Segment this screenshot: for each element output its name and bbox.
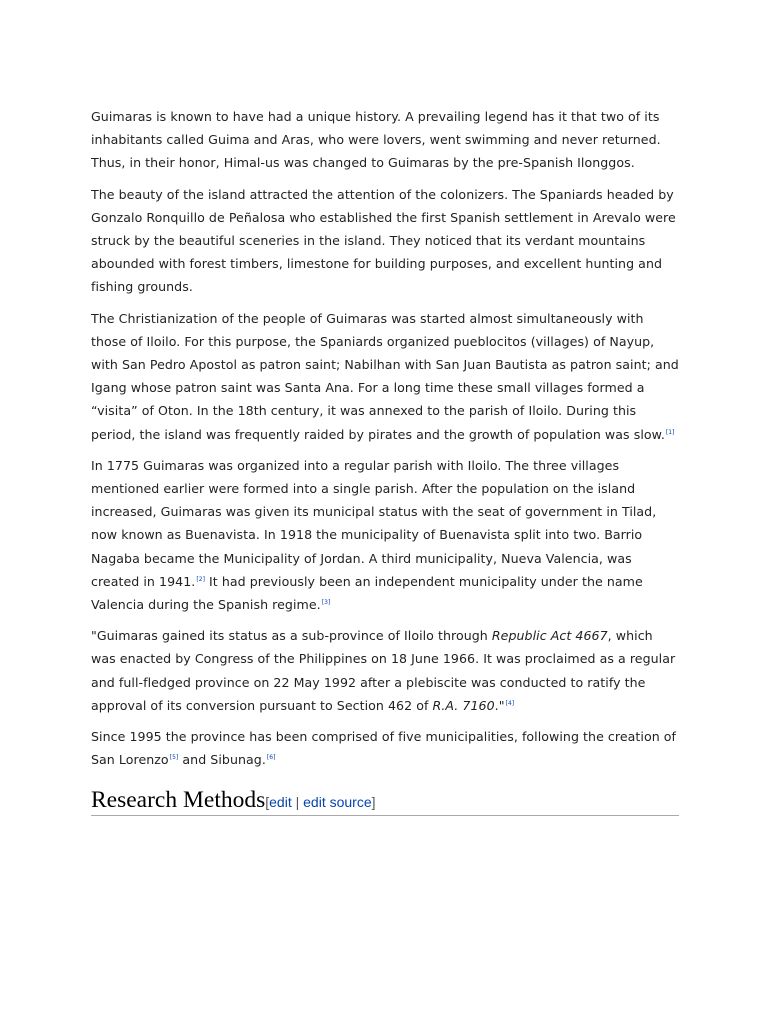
reference-link-5[interactable]: [5] — [169, 754, 179, 762]
reference-link-2[interactable]: [2] — [196, 575, 205, 583]
paragraph-sub-province — [91, 624, 681, 717]
reference-link-1[interactable]: [1] — [665, 428, 675, 436]
paragraph-text: Since 1995 the province has been comprised of five municipalities, following the creation of San Lorenzo — [91, 729, 677, 768]
paragraph-text: The Christianization of the people of Guimaras was started almost simultaneously with those of Iloilo. For this purpose, the Spaniards organized pueblocitos (villages) of Nayup, with San Pedro Apostol as patron saint; Nabilhan with San Juan Bautista as patron saint; and Igang whose patron saint was Santa Ana. For a long time these small villages formed a “visita” of Oton. In the 18th century, it was annexed to the parish of Iloilo. During this period, the island was frequently raided by pirates and the growth of population was slow. — [91, 310, 679, 442]
edit-separator: | — [291, 794, 304, 811]
paragraph-municipalities — [91, 725, 681, 771]
paragraph-christianization — [91, 307, 681, 446]
paragraph-parish — [91, 454, 681, 616]
paragraph-text: The beauty of the island attracted the attention of the colonizers. The Spaniards headed by Gonzalo Ronquillo de Peñalosa who established the first Spanish settlement in Arevalo were struck by the beautiful sceneries in the island. They noticed that its verdant mountains abounded with forest timbers, limestone for building purposes, and excellent hunting and fishing grounds. — [91, 186, 676, 295]
paragraph-colonizers — [91, 183, 681, 299]
republic-act-citation: Republic Act 4667 — [491, 628, 608, 644]
paragraph-text: Guimaras is known to have had a unique history. A prevailing legend has it that two of its inhabitants called Guima and Aras, who were lovers, went swimming and never returned. Thus, in their honor, Himal-us was changed to Guimaras by the pre-Spanish Ilonggos. — [91, 109, 661, 171]
paragraph-history-legend — [91, 105, 681, 175]
paragraph-text: In 1775 Guimaras was organized into a regular parish with Iloilo. The three villages mentioned earlier were formed into a single parish. After the population on the island increased, Guimaras was given its municipal status with the seat of government in Tilad, now known as Buenavista. In 1918 the municipality of Buenavista split into two. Barrio Nagaba became the Municipality of Jordan. A third municipality, Nueva Valencia, was created in 1941. — [91, 457, 657, 589]
edit-section-links — [265, 794, 375, 810]
reference-link-3[interactable]: [3] — [321, 599, 331, 607]
paragraph-text: , which was enacted by Congress of the Philippines on 18 June 1966. It was proclaimed as a regular and full-fledged province on 22 May 1992 after a plebiscite was conducted to ratify the approval of its conversion pursuant to Section 462 of — [91, 628, 676, 713]
edit-source-link[interactable]: edit source — [303, 794, 372, 811]
paragraph-text: It had previously been an independent municipality under the name Valencia during the Spanish regime. — [91, 573, 643, 613]
reference-link-4[interactable]: [4] — [505, 699, 515, 707]
paragraph-text: "Guimaras gained its status as a sub-province of Iloilo through — [91, 628, 492, 644]
ra-citation: R.A. 7160 — [432, 697, 495, 713]
paragraph-text: and Sibunag. — [178, 752, 266, 768]
bracket-open: [ — [265, 794, 270, 811]
bracket-close: ] — [371, 794, 376, 811]
section-title: Research Methods — [91, 787, 266, 814]
section-heading — [91, 787, 679, 816]
paragraph-text: ." — [494, 697, 505, 713]
edit-link[interactable]: edit — [269, 794, 292, 811]
reference-link-6[interactable]: [6] — [266, 754, 276, 762]
article-body — [91, 105, 681, 816]
